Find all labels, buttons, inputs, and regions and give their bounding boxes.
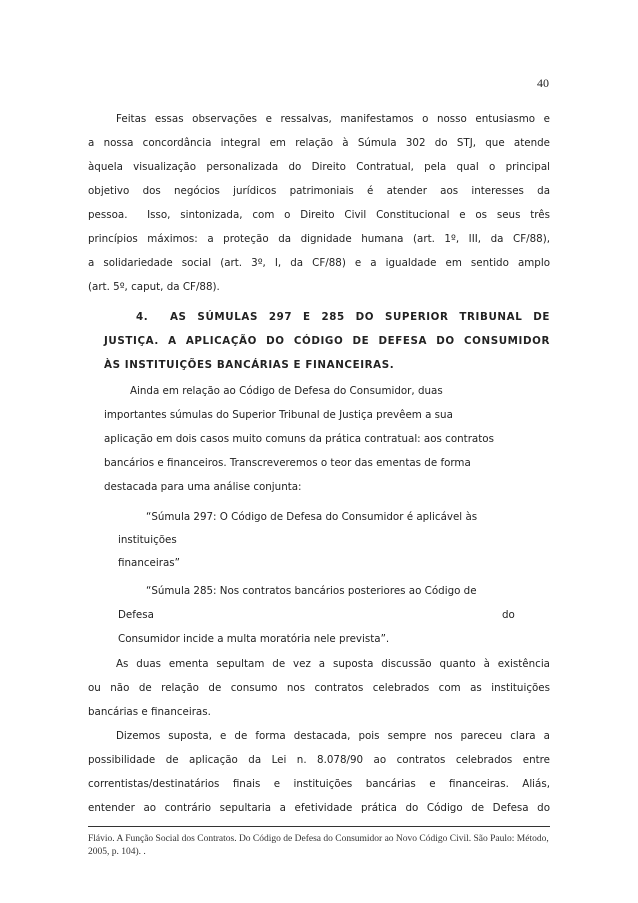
paragraph-2-line-2: importantes súmulas do Superior Tribunal de Justiça prevêem a sua: [104, 409, 453, 421]
section-heading-line-3: ÀS INSTITUIÇÕES BANCÁRIAS E FINANCEIRAS.: [104, 359, 395, 371]
paragraph-4-line-1: Dizemos suposta, e de forma destacada, pois sempre nos pareceu clara a: [116, 730, 550, 742]
paragraph-1-line-8: (art. 5º, caput, da CF/88).: [88, 281, 220, 293]
paragraph-4-line-3: correntistas/destinatários finais e instituições bancárias e financeiras. Aliás,: [88, 778, 550, 790]
paragraph-3-line-1: As duas ementa sepultam de vez a suposta discussão quanto à existência: [116, 658, 550, 670]
quote-sumula-285-line-3: Consumidor incide a multa moratória nele prevista”.: [118, 633, 390, 645]
paragraph-1-line-6: princípios máximos: a proteção da dignidade humana (art. 1º, III, da CF/88),: [88, 233, 550, 245]
paragraph-2-line-3: aplicação em dois casos muito comuns da prática contratual: aos contratos: [104, 433, 494, 445]
paragraph-1-line-5: pessoa. Isso, sintonizada, com o Direito Civil Constitucional e os seus três: [88, 209, 550, 221]
paragraph-1-line-7: a solidariedade social (art. 3º, I, da CF/88) e a igualdade em sentido amplo: [88, 257, 550, 269]
quote-sumula-297-line-2: instituições: [118, 534, 177, 546]
quote-sumula-297-line-1: “Súmula 297: O Código de Defesa do Consumidor é aplicável às: [146, 511, 478, 523]
paragraph-2-line-1: Ainda em relação ao Código de Defesa do Consumidor, duas: [130, 385, 443, 397]
paragraph-2-line-4: bancários e financeiros. Transcreveremos o teor das ementas de forma: [104, 457, 471, 469]
paragraph-3-line-2: ou não de relação de consumo nos contratos celebrados com as instituições: [88, 682, 550, 694]
paragraph-1-line-2: a nossa concordância integral em relação à Súmula 302 do STJ, que atende: [88, 137, 550, 149]
quote-sumula-297-line-3: financeiras”: [118, 557, 180, 569]
quote-sumula-285-line-2b: do: [502, 609, 515, 621]
section-heading-line-2: JUSTIÇA. A APLICAÇÃO DO CÓDIGO DE DEFESA DO CONSUMIDOR: [104, 335, 550, 347]
paragraph-3-line-3: bancárias e financeiras.: [88, 706, 211, 718]
paragraph-1-line-3: àquela visualização personalizada do Direito Contratual, pela qual o principal: [88, 161, 550, 173]
footnote: Flávio. A Função Social dos Contratos. Do Código de Defesa do Consumidor ao Novo Código Civil. São Paulo: Método, 2005, p. 104). .: [88, 834, 549, 857]
paragraph-4-line-2: possibilidade de aplicação da Lei n. 8.078/90 ao contratos celebrados entre: [88, 754, 550, 766]
footnote-divider: [88, 826, 550, 827]
paragraph-2-line-5: destacada para uma análise conjunta:: [104, 481, 302, 493]
quote-sumula-285-line-2a: Defesa: [118, 609, 154, 621]
paragraph-1-line-4: objetivo dos negócios jurídicos patrimoniais é atender aos interesses da: [88, 185, 550, 197]
section-heading-line-1: 4. AS SÚMULAS 297 E 285 DO SUPERIOR TRIBUNAL DE: [136, 311, 550, 323]
paragraph-4-line-4: entender ao contrário sepultaria a efetividade prática do Código de Defesa do: [88, 802, 550, 814]
quote-sumula-285-line-1: “Súmula 285: Nos contratos bancários posteriores ao Código de: [146, 585, 477, 597]
page-number: 40: [537, 76, 549, 90]
paragraph-1-line-1: Feitas essas observações e ressalvas, manifestamos o nosso entusiasmo e: [116, 113, 550, 125]
